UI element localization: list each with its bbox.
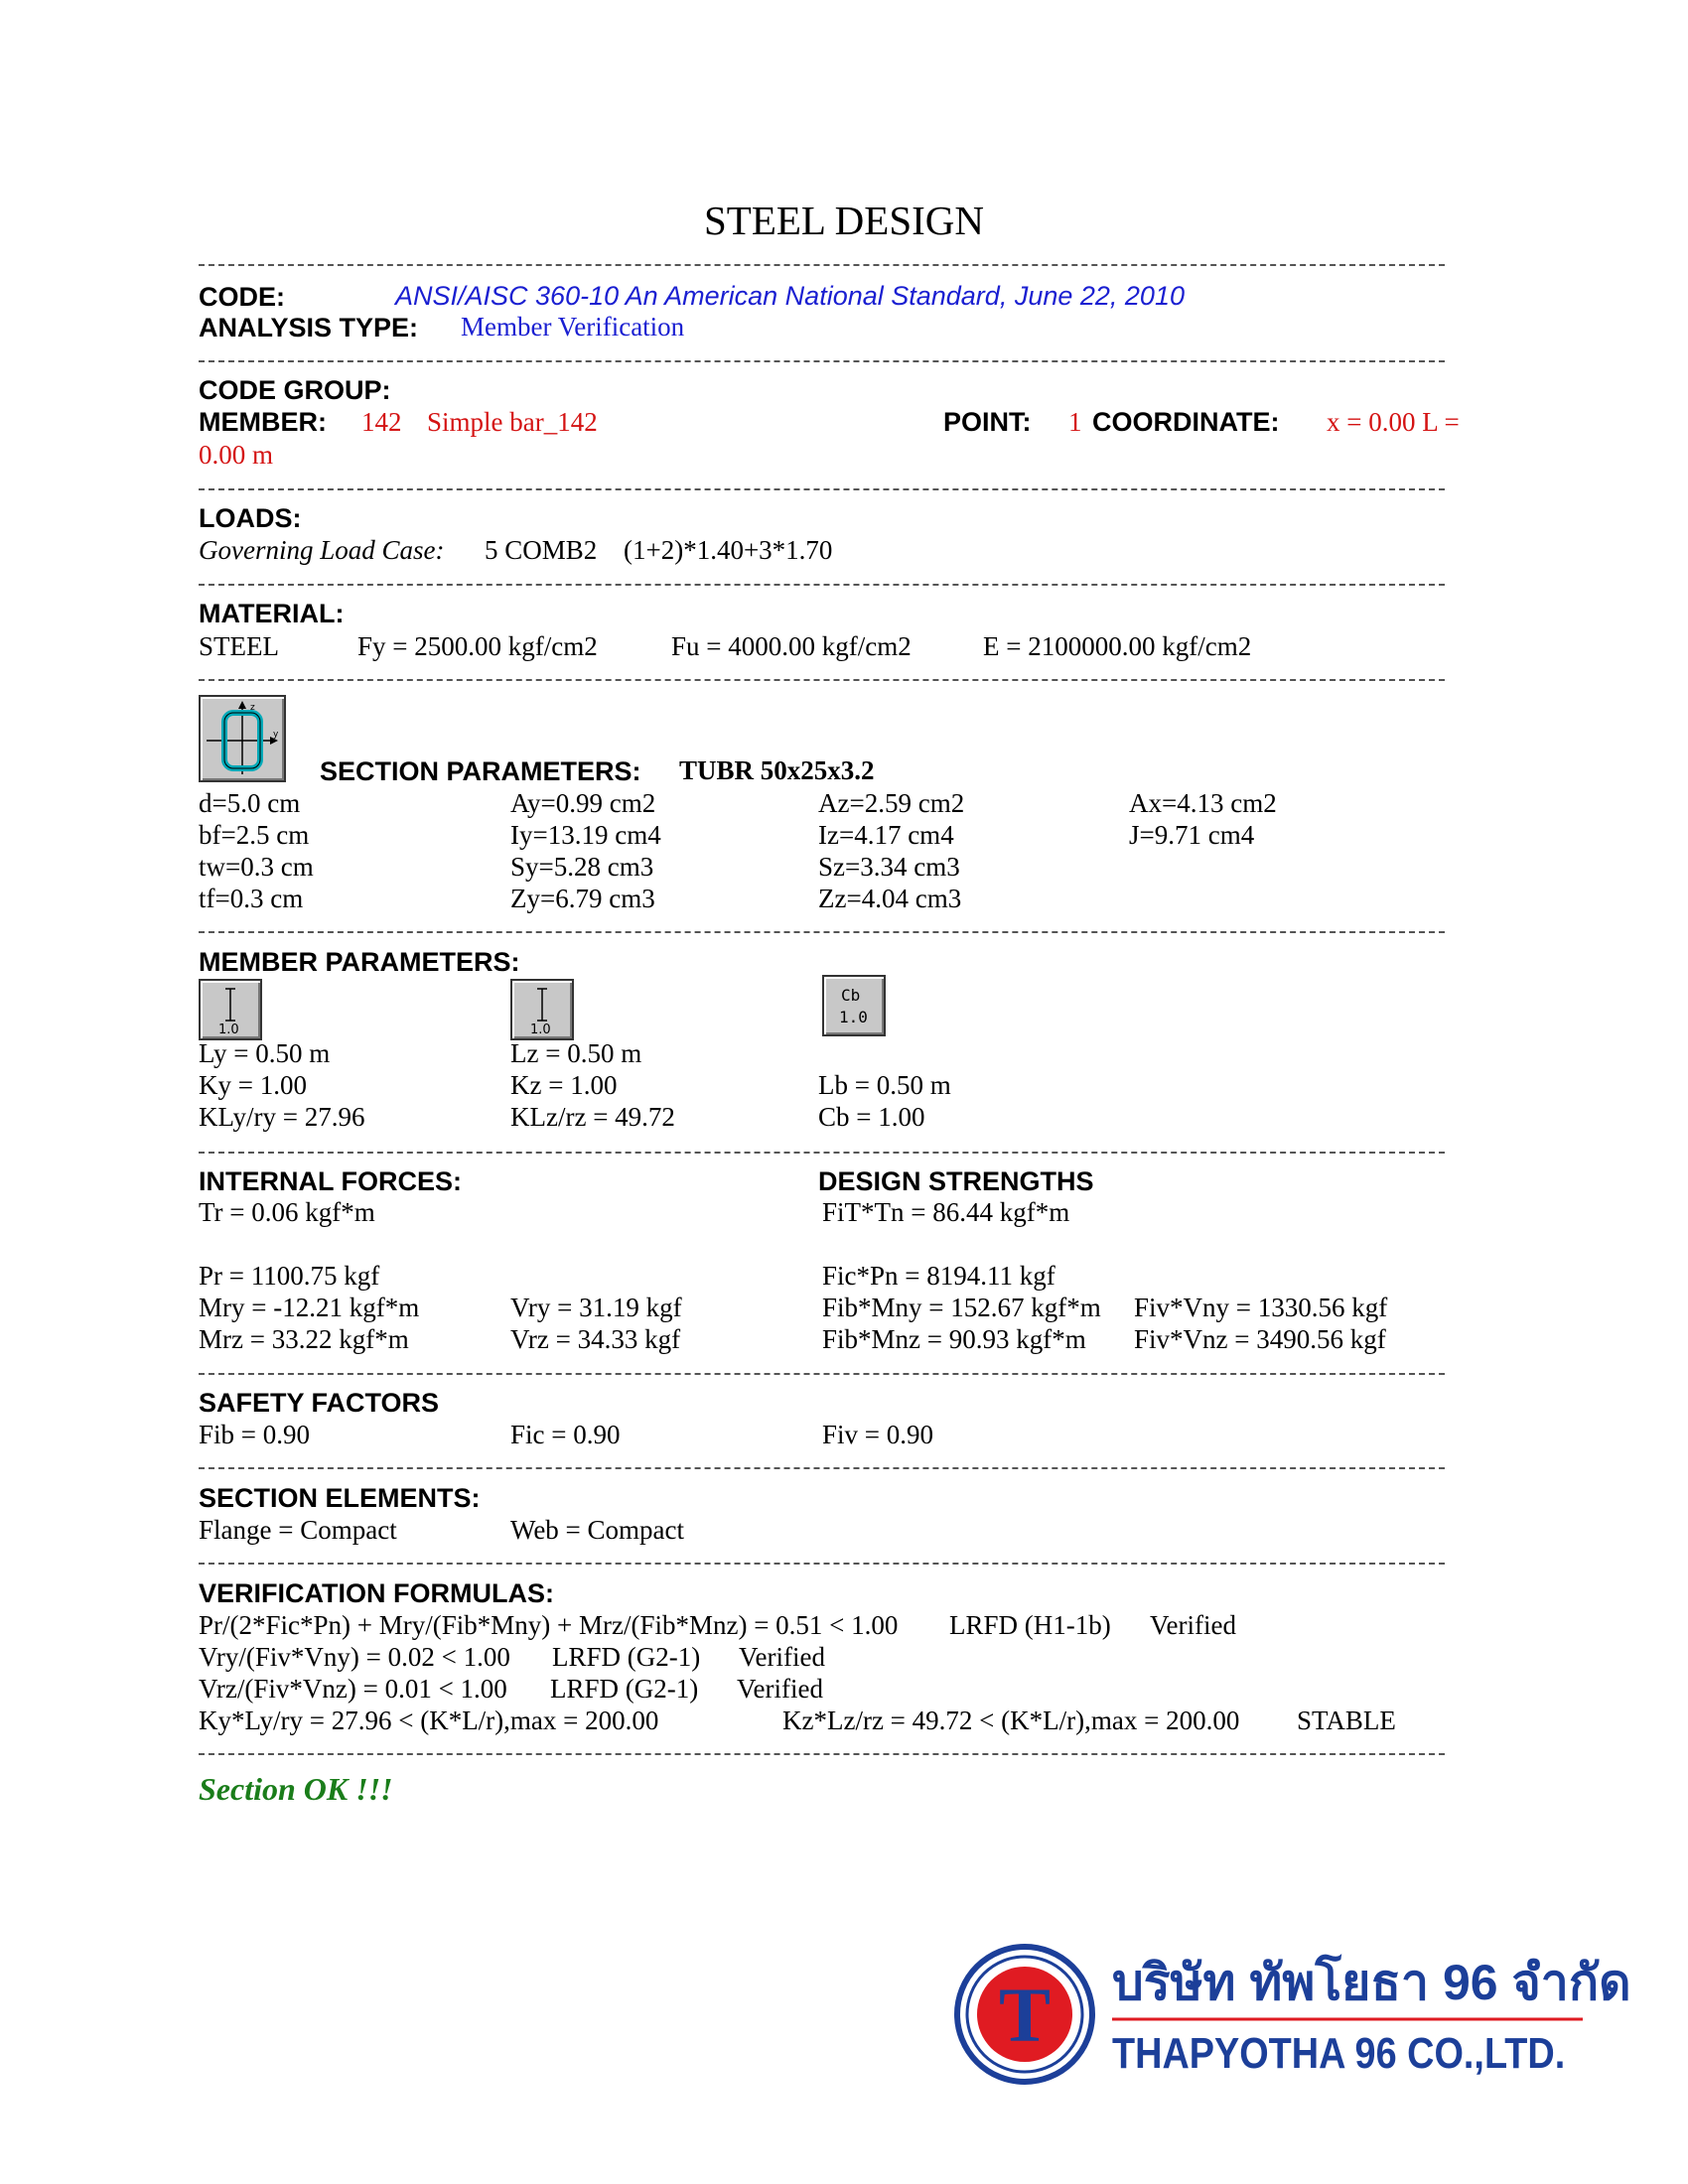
company-english-name: THAPYOTHA 96 CO.,LTD. [1112,2029,1566,2078]
material-label: MATERIAL: [199,599,345,628]
buckling-z-drawing [512,981,572,1038]
cb-drawing [824,977,884,1034]
tube-section-drawing [201,697,284,780]
axis-y-label: y [273,730,279,740]
strength-fibmny: Fib*Mny = 152.67 kgf*m [822,1293,1101,1322]
force-vry: Vry = 31.19 kgf [510,1293,682,1322]
coordinate-value: x = 0.00 L = [1327,407,1460,437]
code-value: ANSI/AISC 360-10 An American National Standard, June 22, 2010 [395,281,1185,311]
icon-cb-value: 1.0 [839,1008,868,1026]
cb-icon [822,975,886,1036]
section-az: Az=2.59 cm2 [818,788,965,818]
material-e: E = 2100000.00 kgf/cm2 [983,631,1252,661]
divider [199,1152,1445,1154]
divider [199,1467,1445,1469]
divider [199,931,1445,933]
section-bf: bf=2.5 cm [199,820,310,850]
buckling-y-drawing [201,981,260,1038]
divider [199,1373,1445,1375]
member-lz: Lz = 0.50 m [510,1038,642,1068]
verification-line-2-ref: LRFD (G2-1) [552,1642,701,1672]
section-ay: Ay=0.99 cm2 [510,788,656,818]
divider [199,488,1445,490]
code-label: CODE: [199,282,285,312]
member-number: 142 [361,407,402,437]
verification-line-4b: Kz*Lz/rz = 49.72 < (K*L/r),max = 200.00 [782,1706,1240,1735]
section-d: d=5.0 cm [199,788,301,818]
tube-section-icon [199,695,286,782]
divider [199,1753,1445,1755]
member-klyry: KLy/ry = 27.96 [199,1102,365,1132]
force-vrz: Vrz = 34.33 kgf [510,1324,681,1354]
verification-line-3: Vrz/(Fiv*Vnz) = 0.01 < 1.00 [199,1674,507,1704]
analysis-type-label: ANALYSIS TYPE: [199,313,419,342]
section-j: J=9.71 cm4 [1129,820,1255,850]
flange-class: Flange = Compact [199,1515,397,1545]
section-sz: Sz=3.34 cm3 [818,852,960,882]
company-thai-name: บริษัท ทัพโยธา 96 จำกัด [1112,1955,1631,2010]
force-pr: Pr = 1100.75 kgf [199,1261,380,1291]
divider [199,1563,1445,1565]
axis-z-label: z [250,703,255,713]
buckling-length-z-icon [510,979,574,1040]
verification-line-1-status: Verified [1150,1610,1236,1640]
section-ax: Ax=4.13 cm2 [1129,788,1277,818]
section-tf: tf=0.3 cm [199,884,304,913]
verification-line-4a: Ky*Ly/ry = 27.96 < (K*L/r),max = 200.00 [199,1706,659,1735]
company-logo [953,1930,1631,2099]
member-ly: Ly = 0.50 m [199,1038,331,1068]
section-zz: Zz=4.04 cm3 [818,884,962,913]
section-iy: Iy=13.19 cm4 [510,820,661,850]
member-klzrz: KLz/rz = 49.72 [510,1102,675,1132]
member-lb: Lb = 0.50 m [818,1070,951,1100]
divider [199,679,1445,681]
verification-line-2: Vry/(Fiv*Vny) = 0.02 < 1.00 [199,1642,510,1672]
buckling-length-y-icon [199,979,262,1040]
coordinate-value-cont: 0.00 m [199,440,274,470]
member-label: MEMBER: [199,407,327,437]
verification-formulas-label: VERIFICATION FORMULAS: [199,1578,554,1608]
section-zy: Zy=6.79 cm3 [510,884,655,913]
verification-line-3-ref: LRFD (G2-1) [550,1674,699,1704]
logo-letter: T [998,1972,1052,2058]
load-case: 5 COMB2 [485,535,598,565]
code-group-label: CODE GROUP: [199,375,391,405]
section-tw: tw=0.3 cm [199,852,314,882]
analysis-type-value: Member Verification [461,312,685,341]
section-parameters-label: SECTION PARAMETERS: [320,756,641,786]
point-label: POINT: [943,407,1032,437]
verification-line-2-status: Verified [739,1642,825,1672]
force-tr: Tr = 0.06 kgf*m [199,1197,375,1227]
coordinate-label: COORDINATE: [1092,407,1280,437]
divider [199,360,1445,362]
page-title: STEEL DESIGN [703,198,985,243]
verification-line-1-ref: LRFD (H1-1b) [949,1610,1111,1640]
member-kz: Kz = 1.00 [510,1070,618,1100]
strength-fibmnz: Fib*Mnz = 90.93 kgf*m [822,1324,1086,1354]
member-parameters-label: MEMBER PARAMETERS: [199,947,520,977]
force-mrz: Mrz = 33.22 kgf*m [199,1324,409,1354]
material-name: STEEL [199,631,279,661]
member-ky: Ky = 1.00 [199,1070,307,1100]
section-result: Section OK !!! [199,1771,393,1807]
force-mry: Mry = -12.21 kgf*m [199,1293,420,1322]
section-sy: Sy=5.28 cm3 [510,852,654,882]
section-iz: Iz=4.17 cm4 [818,820,954,850]
loads-label: LOADS: [199,503,302,533]
internal-forces-label: INTERNAL FORCES: [199,1166,463,1196]
design-strengths-label: DESIGN STRENGTHS [818,1166,1094,1196]
strength-fivvnz: Fiv*Vnz = 3490.56 kgf [1134,1324,1386,1354]
verification-line-4-status: STABLE [1297,1706,1396,1735]
icon-cb-label: Cb [841,986,861,1005]
material-fu: Fu = 4000.00 kgf/cm2 [671,631,912,661]
material-fy: Fy = 2500.00 kgf/cm2 [357,631,598,661]
safety-fiv: Fiv = 0.90 [822,1420,933,1449]
member-name: Simple bar_142 [427,407,598,437]
load-formula: (1+2)*1.40+3*1.70 [624,535,833,565]
point-value: 1 [1068,407,1082,437]
divider [199,264,1445,266]
icon-z-value: 1.0 [530,1023,551,1037]
safety-fib: Fib = 0.90 [199,1420,310,1449]
governing-load-case-label: Governing Load Case: [199,535,445,565]
strength-fittn: FiT*Tn = 86.44 kgf*m [822,1197,1070,1227]
section-elements-label: SECTION ELEMENTS: [199,1483,481,1513]
safety-fic: Fic = 0.90 [510,1420,621,1449]
web-class: Web = Compact [510,1515,685,1545]
verification-line-3-status: Verified [737,1674,823,1704]
safety-factors-label: SAFETY FACTORS [199,1388,440,1418]
verification-line-1: Pr/(2*Fic*Pn) + Mry/(Fib*Mny) + Mrz/(Fib*Mnz) = 0.51 < 1.00 [199,1610,899,1640]
strength-ficpn: Fic*Pn = 8194.11 kgf [822,1261,1055,1291]
strength-fivvny: Fiv*Vny = 1330.56 kgf [1134,1293,1388,1322]
section-name: TUBR 50x25x3.2 [679,755,875,785]
divider [199,584,1445,586]
icon-y-value: 1.0 [218,1023,239,1037]
member-cb: Cb = 1.00 [818,1102,925,1132]
